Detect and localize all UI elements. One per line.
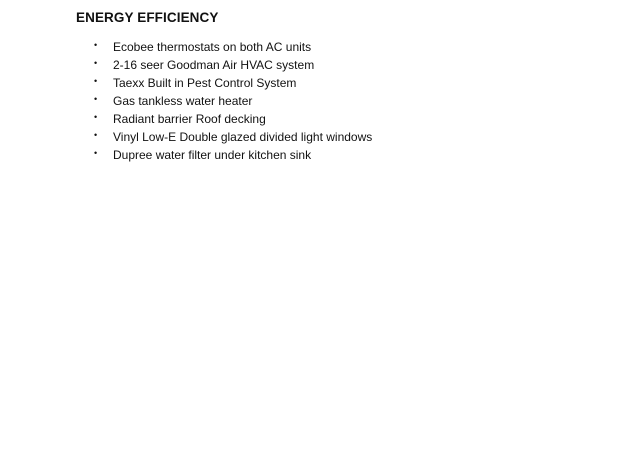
- list-item-text: Vinyl Low-E Double glazed divided light windows: [113, 130, 373, 144]
- list-item-text: Dupree water filter under kitchen sink: [113, 148, 312, 162]
- list-item-text: Gas tankless water heater: [113, 94, 253, 108]
- bullet-icon: •: [94, 94, 98, 104]
- bullet-icon: •: [94, 76, 98, 86]
- bullet-icon: •: [94, 112, 98, 122]
- section-heading: ENERGY EFFICIENCY: [76, 10, 219, 25]
- bullet-icon: •: [94, 130, 98, 140]
- list-item-text: Radiant barrier Roof decking: [113, 112, 266, 126]
- list-item-text: Ecobee thermostats on both AC units: [113, 40, 312, 54]
- list-item-text: 2-16 seer Goodman Air HVAC system: [113, 58, 315, 72]
- bullet-icon: •: [94, 148, 98, 158]
- list-item-text: Taexx Built in Pest Control System: [113, 76, 297, 90]
- bullet-icon: •: [94, 58, 98, 68]
- bullet-icon: •: [94, 40, 98, 50]
